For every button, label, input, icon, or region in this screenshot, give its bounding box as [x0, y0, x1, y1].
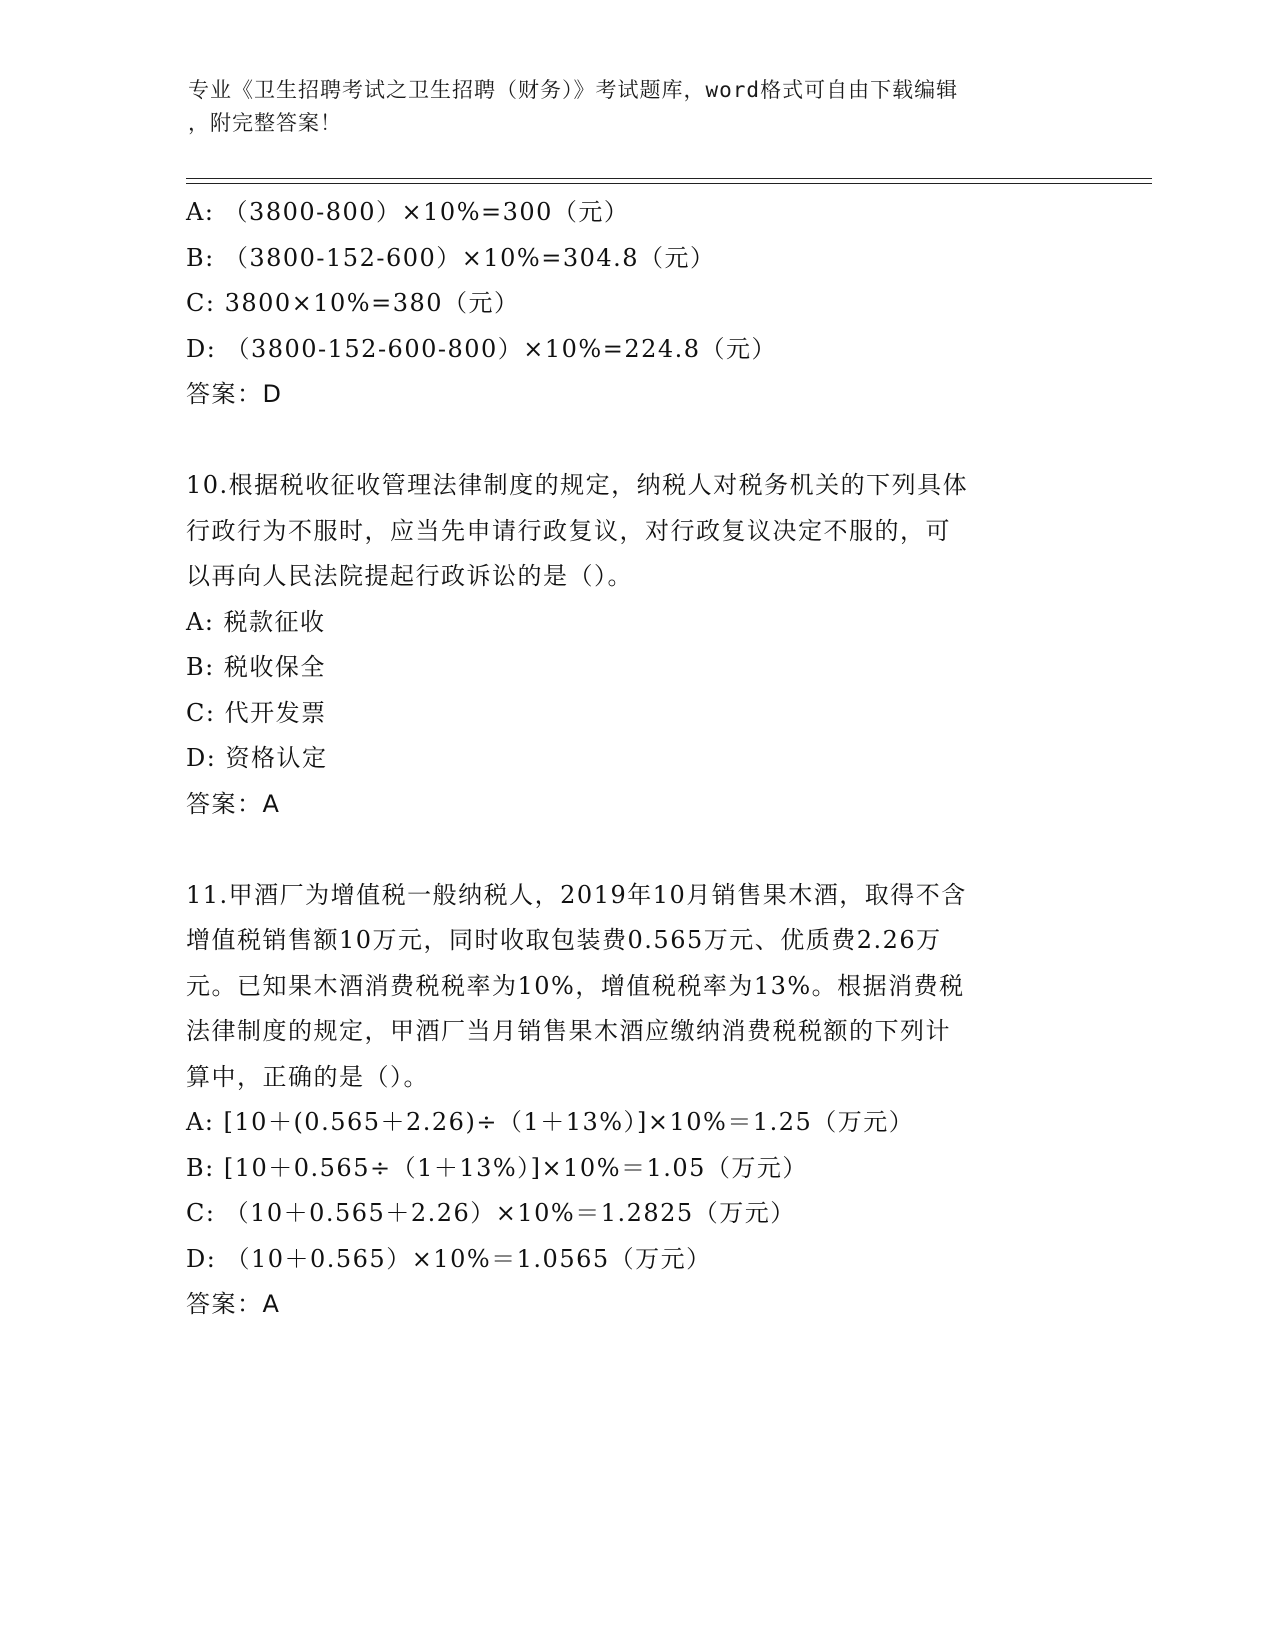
question-text-line: 元。已知果木酒消费税税率为10%，增值税税率为13%。根据消费税 — [186, 971, 965, 1000]
header-rule-bottom — [186, 183, 1152, 184]
option-b: B: （3800-152-600）×10%=304.8（元） — [186, 243, 716, 272]
question-text-line: 11.甲酒厂为增值税一般纳税人，2019年10月销售果木酒，取得不含 — [186, 880, 967, 909]
answer-label: 答案：A — [186, 789, 281, 818]
option-c: C: 3800×10%=380（元） — [186, 289, 520, 317]
question-11 — [186, 873, 1086, 1328]
prev-question — [186, 190, 1086, 418]
option-a: A: 税款征收 — [186, 607, 326, 636]
header-line: 专业《卫生招聘考试之卫生招聘（财务）》考试题库，word格式可自由下载编辑 — [188, 78, 959, 102]
question-text-line: 算中，正确的是（）。 — [186, 1062, 429, 1091]
option-d: D: （3800-152-600-800）×10%=224.8（元） — [186, 334, 778, 363]
option-d: D: 资格认定 — [186, 744, 328, 772]
option-c: C: 代开发票 — [186, 698, 327, 727]
option-a: A: [10＋(0.565＋2.26)÷（1＋13%）]×10%＝1.25（万元） — [186, 1108, 915, 1136]
question-content — [186, 190, 1086, 1328]
document-header — [188, 74, 1068, 140]
header-line: ，附完整答案！ — [188, 111, 342, 135]
answer-label: 答案：D — [186, 380, 283, 408]
option-a: A: （3800-800）×10%=300（元） — [186, 198, 630, 226]
question-text-line: 以再向人民法院提起行政诉讼的是（）。 — [186, 562, 633, 590]
option-c: C: （10＋0.565＋2.26）×10%＝1.2825（万元） — [186, 1199, 796, 1227]
question-10 — [186, 463, 1086, 827]
option-d: D: （10＋0.565）×10%＝1.0565（万元） — [186, 1244, 712, 1273]
option-b: B: 税收保全 — [186, 653, 326, 681]
question-text-line: 10.根据税收征收管理法律制度的规定，纳税人对税务机关的下列具体 — [186, 471, 969, 499]
header-rule-top — [186, 178, 1152, 179]
spacer — [186, 418, 1086, 464]
question-text-line: 增值税销售额10万元，同时收取包装费0.565万元、优质费2.26万 — [186, 926, 942, 954]
answer-label: 答案：A — [186, 1290, 281, 1318]
question-text-line: 法律制度的规定，甲酒厂当月销售果木酒应缴纳消费税税额的下列计 — [186, 1017, 951, 1045]
option-b: B: [10＋0.565÷（1＋13%）]×10%＝1.05（万元） — [186, 1153, 808, 1182]
spacer — [186, 827, 1086, 873]
question-text-line: 行政行为不服时，应当先申请行政复议，对行政复议决定不服的，可 — [186, 516, 951, 545]
